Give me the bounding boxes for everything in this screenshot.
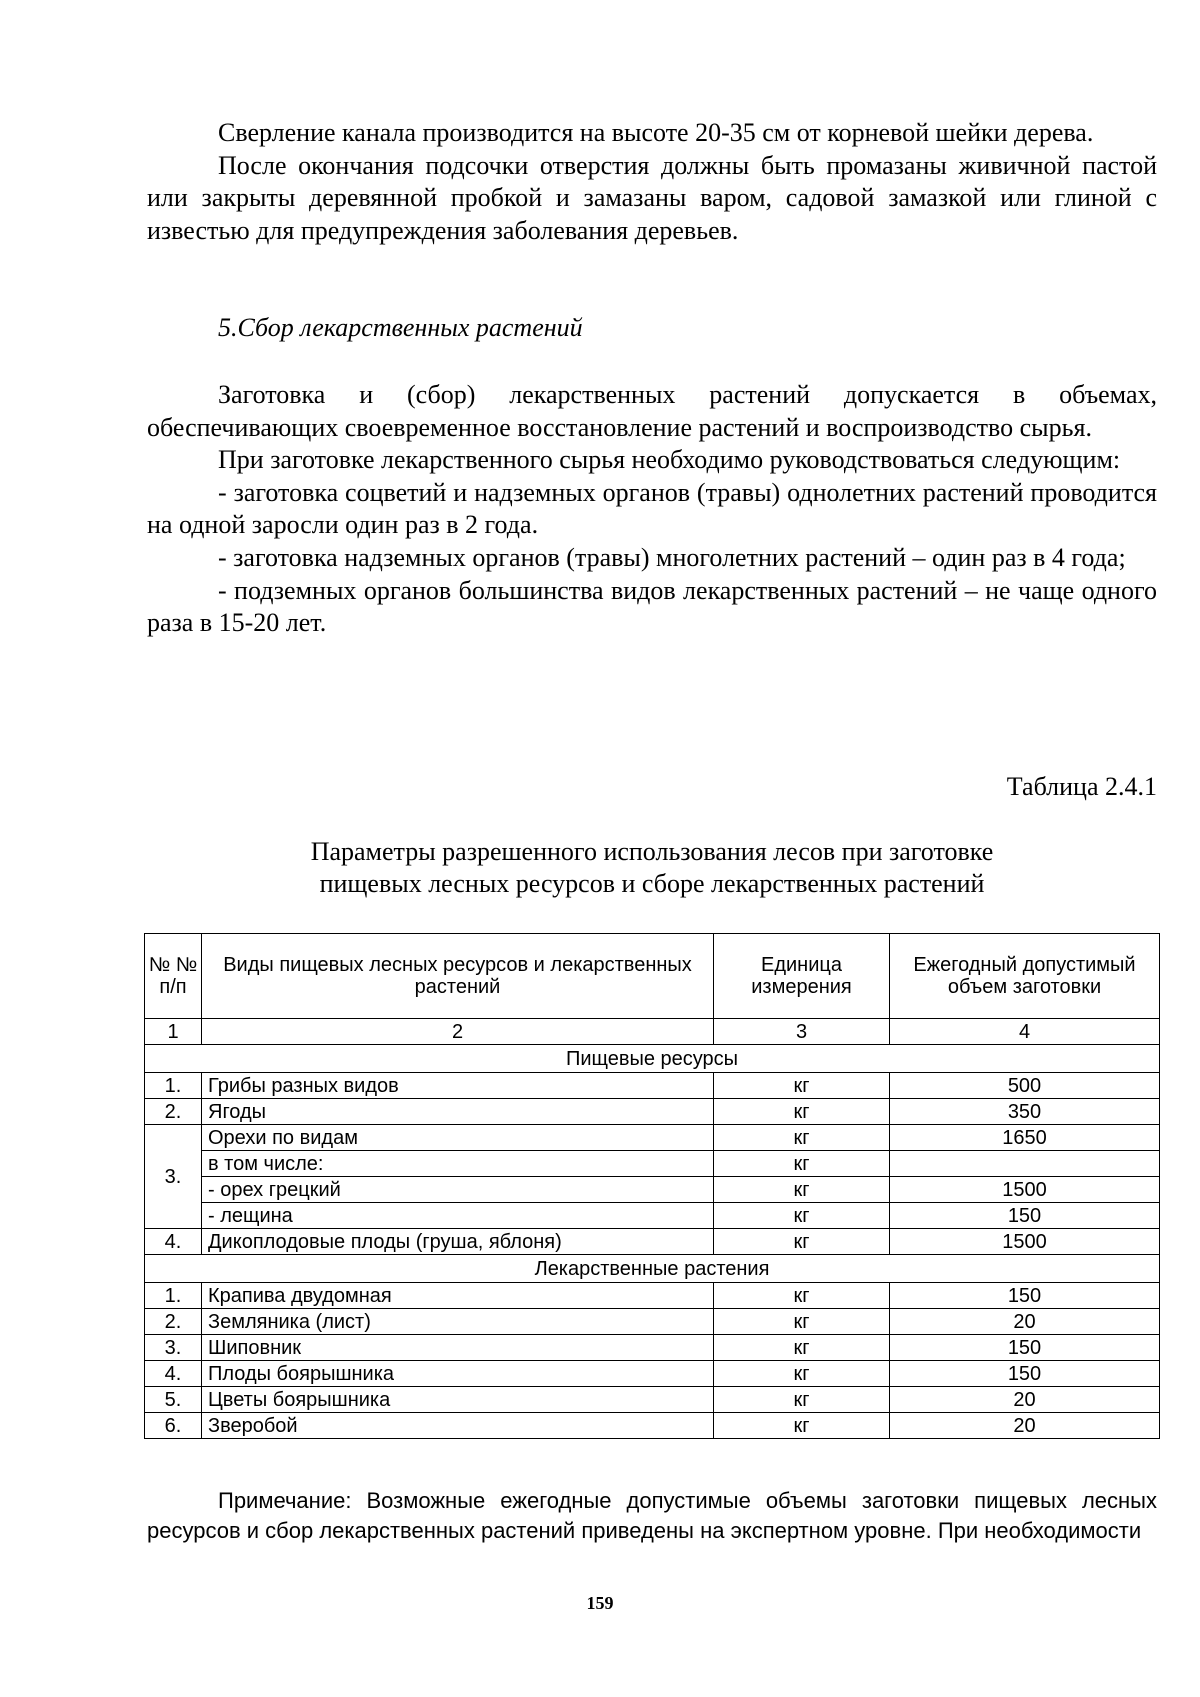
row-unit: кг <box>714 1203 890 1229</box>
row-name: Зверобой <box>202 1413 714 1439</box>
paragraph: - заготовка соцветий и надземных органов (травы) однолетних растений проводится на одной заросли один раз в 2 года. <box>147 477 1157 540</box>
table-title <box>147 836 1157 900</box>
column-number: 3 <box>714 1019 890 1045</box>
table-title-line: пищевых лесных ресурсов и сборе лекарственных растений <box>319 869 985 898</box>
row-value: 350 <box>890 1099 1160 1125</box>
row-value: 1650 <box>890 1125 1160 1151</box>
row-value: 150 <box>890 1361 1160 1387</box>
row-name: Земляника (лист) <box>202 1309 714 1335</box>
page-number: 159 <box>586 1593 614 1613</box>
row-num: 2. <box>145 1099 202 1125</box>
row-unit: кг <box>714 1073 890 1099</box>
row-name: - орех грецкий <box>202 1177 714 1203</box>
table-row <box>145 1283 1160 1309</box>
row-value: 20 <box>890 1309 1160 1335</box>
paragraph: Сверление канала производится на высоте 20-35 см от корневой шейки дерева. <box>218 118 1094 147</box>
header-num: № № п/п <box>145 934 202 1019</box>
row-num: 6. <box>145 1413 202 1439</box>
column-number-row <box>145 1019 1160 1045</box>
header-unit: Единица измерения <box>714 934 890 1019</box>
row-name: Крапива двудомная <box>202 1283 714 1309</box>
row-name: Ягоды <box>202 1099 714 1125</box>
paragraph: Заготовка и (сбор) лекарственных растений допускается в объемах, обеспечивающих своевременное восстановление растений и воспроизводство сырья. <box>147 380 1157 442</box>
table-row <box>145 1413 1160 1439</box>
row-value <box>890 1151 1160 1177</box>
paragraph: - заготовка надземных органов (травы) многолетних растений – один раз в 4 года; <box>218 542 1126 572</box>
table-row <box>145 1125 1160 1151</box>
header-kind: Виды пищевых лесных ресурсов и лекарственных растений <box>202 934 714 1019</box>
table-row <box>145 1073 1160 1099</box>
row-num: 5. <box>145 1387 202 1413</box>
row-name: Плоды боярышника <box>202 1361 714 1387</box>
table-row <box>145 1229 1160 1255</box>
row-name: в том числе: <box>202 1151 714 1177</box>
table-header-row <box>145 934 1160 1019</box>
resources-table <box>144 933 1160 1439</box>
row-unit: кг <box>714 1229 890 1255</box>
row-num: 3. <box>145 1125 202 1229</box>
row-num: 3. <box>145 1335 202 1361</box>
row-unit: кг <box>714 1177 890 1203</box>
section-row-food <box>145 1045 1160 1073</box>
row-value: 150 <box>890 1335 1160 1361</box>
row-num: 2. <box>145 1309 202 1335</box>
row-name: Дикоплодовые плоды (груша, яблоня) <box>202 1229 714 1255</box>
row-unit: кг <box>714 1387 890 1413</box>
table-note <box>147 1486 1157 1546</box>
table-title-line: Параметры разрешенного использования лесов при заготовке <box>310 837 994 866</box>
row-name: Шиповник <box>202 1335 714 1361</box>
row-value: 1500 <box>890 1177 1160 1203</box>
row-value: 150 <box>890 1283 1160 1309</box>
table-row <box>145 1177 1160 1203</box>
row-unit: кг <box>714 1309 890 1335</box>
column-number: 2 <box>202 1019 714 1045</box>
note-text: Примечание: Возможные ежегодные допустимые объемы заготовки пищевых лесных ресурсов и сбор лекарственных растений приведены на экспертном уровне. При необходимости <box>147 1488 1157 1543</box>
row-name: Орехи по видам <box>202 1125 714 1151</box>
row-value: 500 <box>890 1073 1160 1099</box>
row-num: 1. <box>145 1073 202 1099</box>
column-number: 4 <box>890 1019 1160 1045</box>
row-num: 4. <box>145 1229 202 1255</box>
table-row <box>145 1151 1160 1177</box>
row-name: - лещина <box>202 1203 714 1229</box>
section-title-medicinal: Лекарственные растения <box>145 1255 1160 1283</box>
row-unit: кг <box>714 1335 890 1361</box>
row-value: 20 <box>890 1387 1160 1413</box>
row-unit: кг <box>714 1151 890 1177</box>
section-heading: 5.Сбор лекарственных растений <box>218 313 583 342</box>
table-row <box>145 1203 1160 1229</box>
row-unit: кг <box>714 1099 890 1125</box>
paragraph: При заготовке лекарственного сырья необходимо руководствоваться следующим: <box>218 445 1121 475</box>
intro-text <box>147 117 1157 247</box>
main-text <box>147 379 1157 640</box>
column-number: 1 <box>145 1019 202 1045</box>
table-row <box>145 1361 1160 1387</box>
row-unit: кг <box>714 1413 890 1439</box>
table-row <box>145 1309 1160 1335</box>
section-row-medicinal <box>145 1255 1160 1283</box>
paragraph: После окончания подсочки отверстия должны быть промазаны живичной пастой или закрыты деревянной пробкой и замазаны варом, садовой замазкой или глиной с известью для предупреждения заболевания деревьев. <box>147 150 1157 245</box>
row-value: 1500 <box>890 1229 1160 1255</box>
row-value: 20 <box>890 1413 1160 1439</box>
row-name: Грибы разных видов <box>202 1073 714 1099</box>
table-row <box>145 1099 1160 1125</box>
table-row <box>145 1387 1160 1413</box>
row-unit: кг <box>714 1361 890 1387</box>
row-num: 4. <box>145 1361 202 1387</box>
header-volume: Ежегодный допустимый объем заготовки <box>890 934 1160 1019</box>
row-unit: кг <box>714 1283 890 1309</box>
row-unit: кг <box>714 1125 890 1151</box>
row-name: Цветы боярышника <box>202 1387 714 1413</box>
paragraph: - подземных органов большинства видов лекарственных растений – не чаще одного раза в 15-20 лет. <box>147 575 1157 638</box>
row-num: 1. <box>145 1283 202 1309</box>
row-value: 150 <box>890 1203 1160 1229</box>
section-title-food: Пищевые ресурсы <box>145 1045 1160 1073</box>
table-row <box>145 1335 1160 1361</box>
table-label: Таблица 2.4.1 <box>1006 772 1157 801</box>
